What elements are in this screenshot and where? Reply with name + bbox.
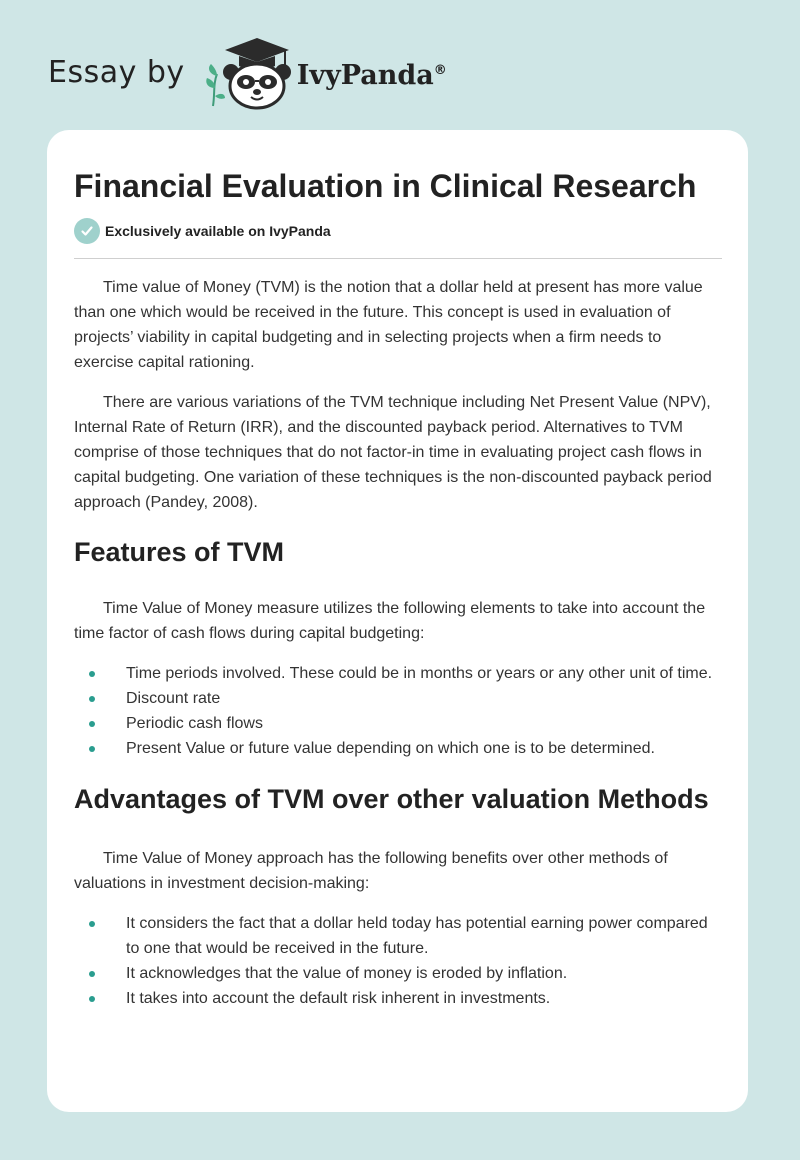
advantages-list — [74, 911, 722, 1011]
advantages-heading: Advantages of TVM over other valuation Methods — [74, 784, 709, 814]
registered-mark: ® — [433, 62, 447, 78]
brand-prefix: Essay by — [48, 54, 185, 90]
features-heading: Features of TVM — [74, 537, 285, 567]
brand-header — [48, 36, 447, 110]
article-title: Financial Evaluation in Clinical Research — [74, 168, 697, 204]
list-item: It considers the fact that a dollar held today has potential earning power compared to one that would be received in the future. — [74, 911, 722, 961]
features-list — [74, 661, 722, 761]
title-divider — [74, 258, 722, 259]
brand-name: IvyPanda® — [296, 59, 447, 91]
list-item: It takes into account the default risk inherent in investments. — [74, 986, 722, 1011]
intro-paragraph-2: There are various variations of the TVM technique including Net Present Value (NPV), Internal Rate of Return (IRR), and the discounted payback period. Alternatives to TVM comprise of those techniques that do not factor-in time in evaluating project cash flows in capital budgeting. One variation of these techniques is the non-discounted payback period approach (Pandey, 2008). — [74, 394, 712, 511]
article-card — [47, 130, 748, 1112]
list-item: Discount rate — [74, 686, 722, 711]
panda-logo-icon[interactable] — [203, 36, 291, 110]
list-item: Time periods involved. These could be in months or years or any other unit of time. — [74, 661, 722, 686]
exclusive-badge — [74, 218, 722, 244]
list-item: Present Value or future value depending on which one is to be determined. — [74, 736, 722, 761]
advantages-intro: Time Value of Money approach has the following benefits over other methods of valuations in investment decision-making: — [74, 850, 668, 892]
intro-paragraph-1: Time value of Money (TVM) is the notion that a dollar held at present has more value than one which would be received in the future. This concept is used in evaluation of projects’ viability in capital budgeting and in selecting projects when a firm needs to exercise capital rationing. — [74, 279, 703, 371]
features-intro: Time Value of Money measure utilizes the following elements to take into account the time factor of cash flows during capital budgeting: — [74, 600, 706, 642]
list-item: Periodic cash flows — [74, 711, 722, 736]
check-icon — [74, 218, 100, 244]
list-item: It acknowledges that the value of money is eroded by inflation. — [74, 961, 722, 986]
exclusive-label: Exclusively available on IvyPanda — [105, 223, 331, 239]
